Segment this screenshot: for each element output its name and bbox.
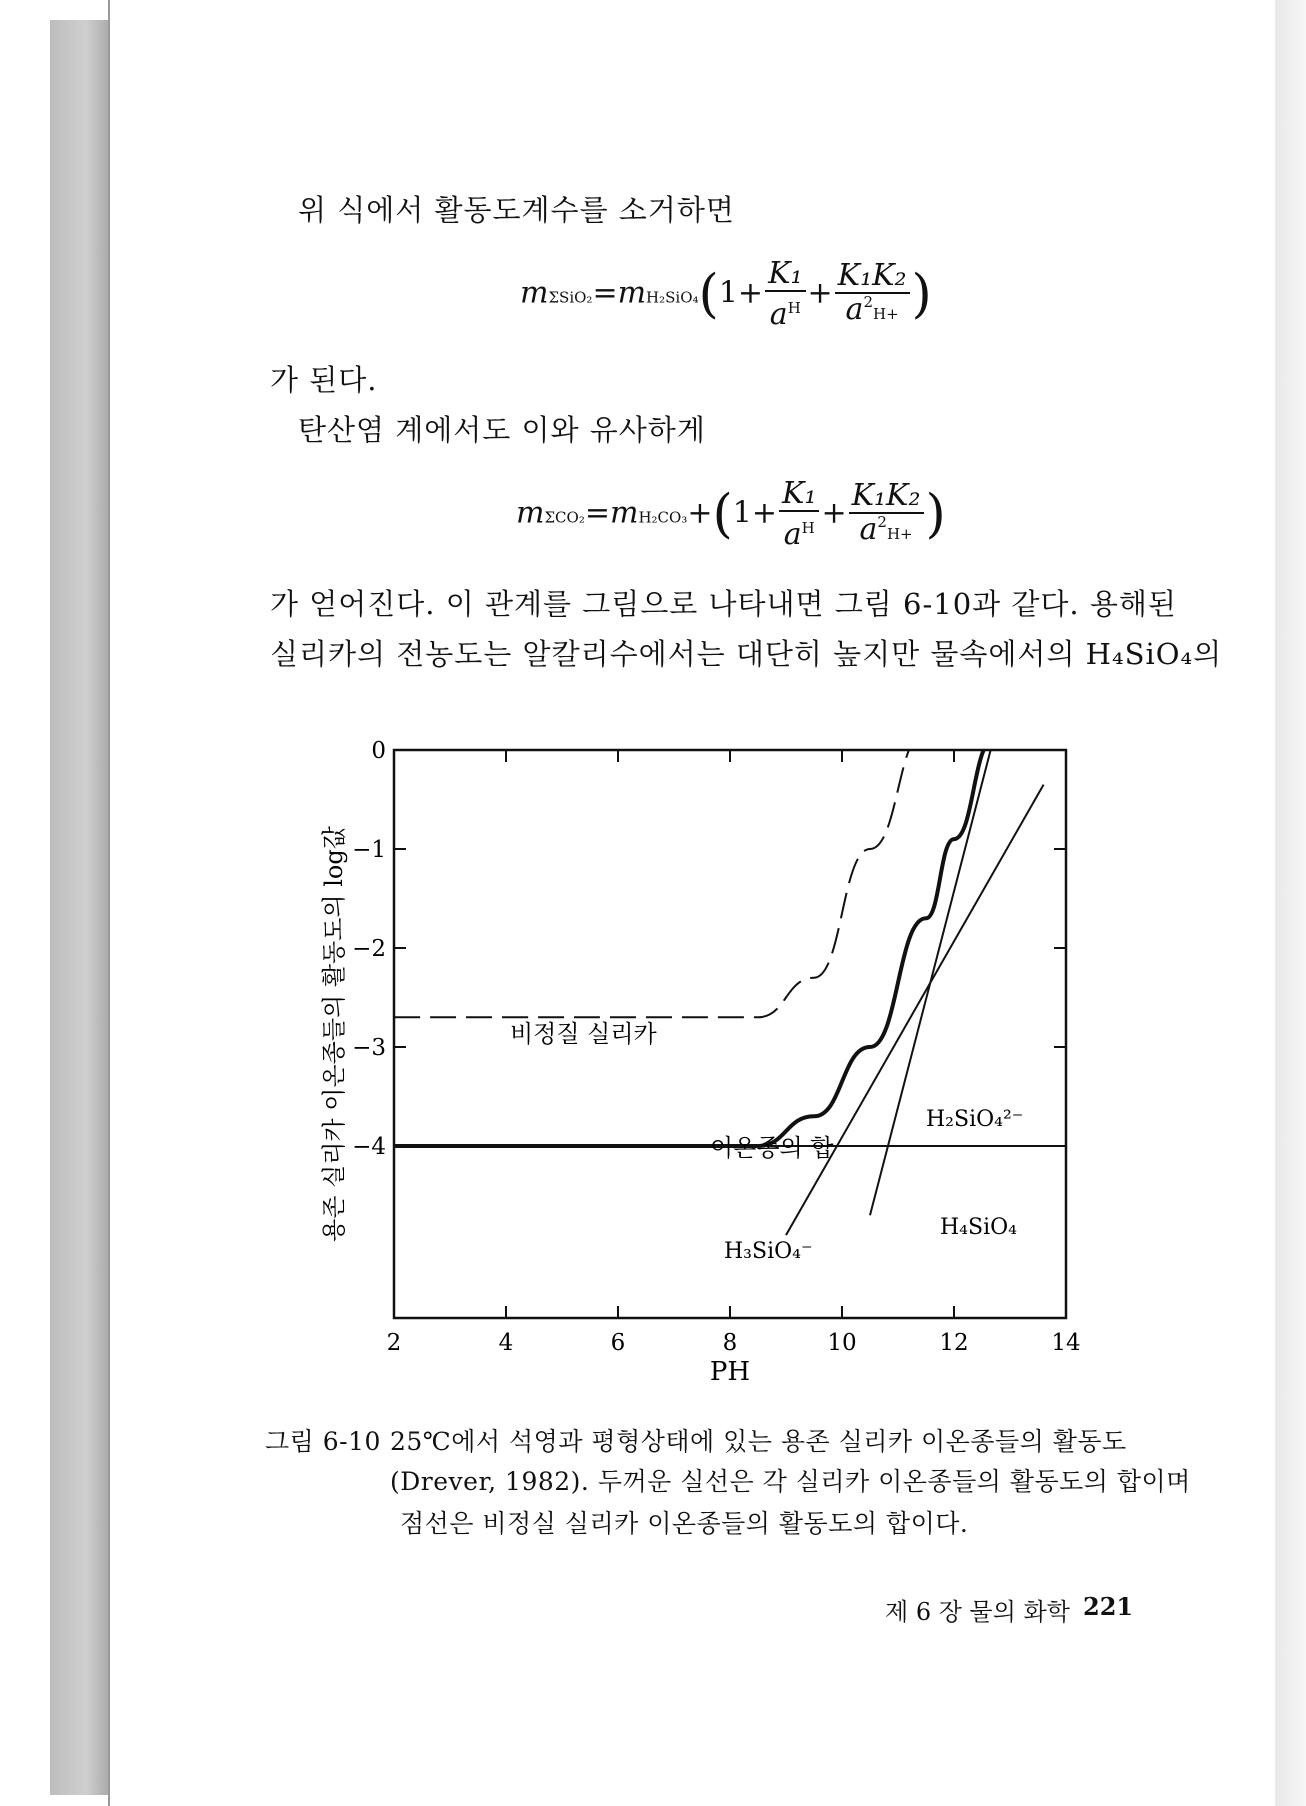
figure-caption-line-3: 점선은 비정실 실리카 이온종들의 활동도의 합이다. xyxy=(400,1509,969,1538)
x-tick-label-2: 2 xyxy=(386,1330,402,1356)
y-tick-label-0: 0 xyxy=(371,738,386,764)
y-axis-label: 용존 실리카 이온종들의 활동도의 log값 xyxy=(320,826,348,1242)
x-tick-label-10: 10 xyxy=(827,1330,857,1356)
x-tick-label-12: 12 xyxy=(939,1330,969,1356)
book-spine-edge xyxy=(50,20,110,1795)
x-tick-label-8: 8 xyxy=(722,1330,738,1356)
x-tick-label-6: 6 xyxy=(610,1330,626,1356)
x-tick-label-14: 14 xyxy=(1051,1330,1081,1356)
series-line-0 xyxy=(394,720,954,1017)
footer-page-number: 221 xyxy=(1083,1592,1134,1621)
label-ion-sum: 이온종의 합 xyxy=(710,1134,834,1162)
label-h2sio4: H₂SiO₄²⁻ xyxy=(926,1107,1024,1132)
footer-chapter: 제 6 장 물의 화학 xyxy=(885,1598,1070,1626)
series-line-4 xyxy=(870,740,993,1215)
y-tick-label-1: −1 xyxy=(352,837,386,863)
body-line-5: 실리카의 전농도는 알칼리수에서는 대단히 높지만 물속에서의 H₄SiO₄의 xyxy=(270,637,1223,671)
y-tick-label-3: −3 xyxy=(352,1035,386,1061)
x-tick-label-4: 4 xyxy=(498,1330,514,1356)
y-tick-label-4: −4 xyxy=(352,1134,386,1160)
figure-caption-label: 그림 6-10 xyxy=(265,1427,381,1456)
x-axis-label: PH xyxy=(709,1357,751,1387)
body-line-4: 가 얻어진다. 이 관계를 그림으로 나타내면 그림 6-10과 같다. 용해된 xyxy=(270,587,1177,621)
y-tick-label-2: −2 xyxy=(352,936,386,962)
series-line-3 xyxy=(786,785,1044,1235)
book-right-shadow xyxy=(1270,0,1306,1806)
figure-caption-line-2: (Drever, 1982). 두꺼운 실선은 각 실리카 이온종들의 활동도의 합이며 xyxy=(390,1467,1191,1496)
figure-caption-line-1: 25℃에서 석영과 평형상태에 있는 용존 실리카 이온종들의 활동도 xyxy=(390,1427,1127,1456)
label-h3sio4: H₃SiO₄⁻ xyxy=(724,1239,813,1264)
label-amorphous-silica: 비정질 실리카 xyxy=(510,1020,657,1048)
silica-activity-chart xyxy=(300,720,1100,1400)
body-line-3: 탄산염 계에서도 이와 유사하게 xyxy=(298,413,706,447)
equation-silica: mΣSiO₂=mH₂SiO₄(1+ $\frac{\text{K₁}}{a^H}$ + $\frac{\text{K₁K₂}}{a^2H+}$ ) xyxy=(520,256,932,332)
label-h4sio4: H₄SiO₄ xyxy=(940,1215,1017,1240)
body-line-2: 가 된다. xyxy=(270,363,378,397)
equation-carbonate: mΣCO₂=mH₂CO₃+(1+ $\frac{\text{K₁}}{a^H}$ + $\frac{\text{K₁K₂}}{a^2H+}$ ) xyxy=(516,476,946,552)
body-line-1: 위 식에서 활동도계수를 소거하면 xyxy=(298,193,735,227)
